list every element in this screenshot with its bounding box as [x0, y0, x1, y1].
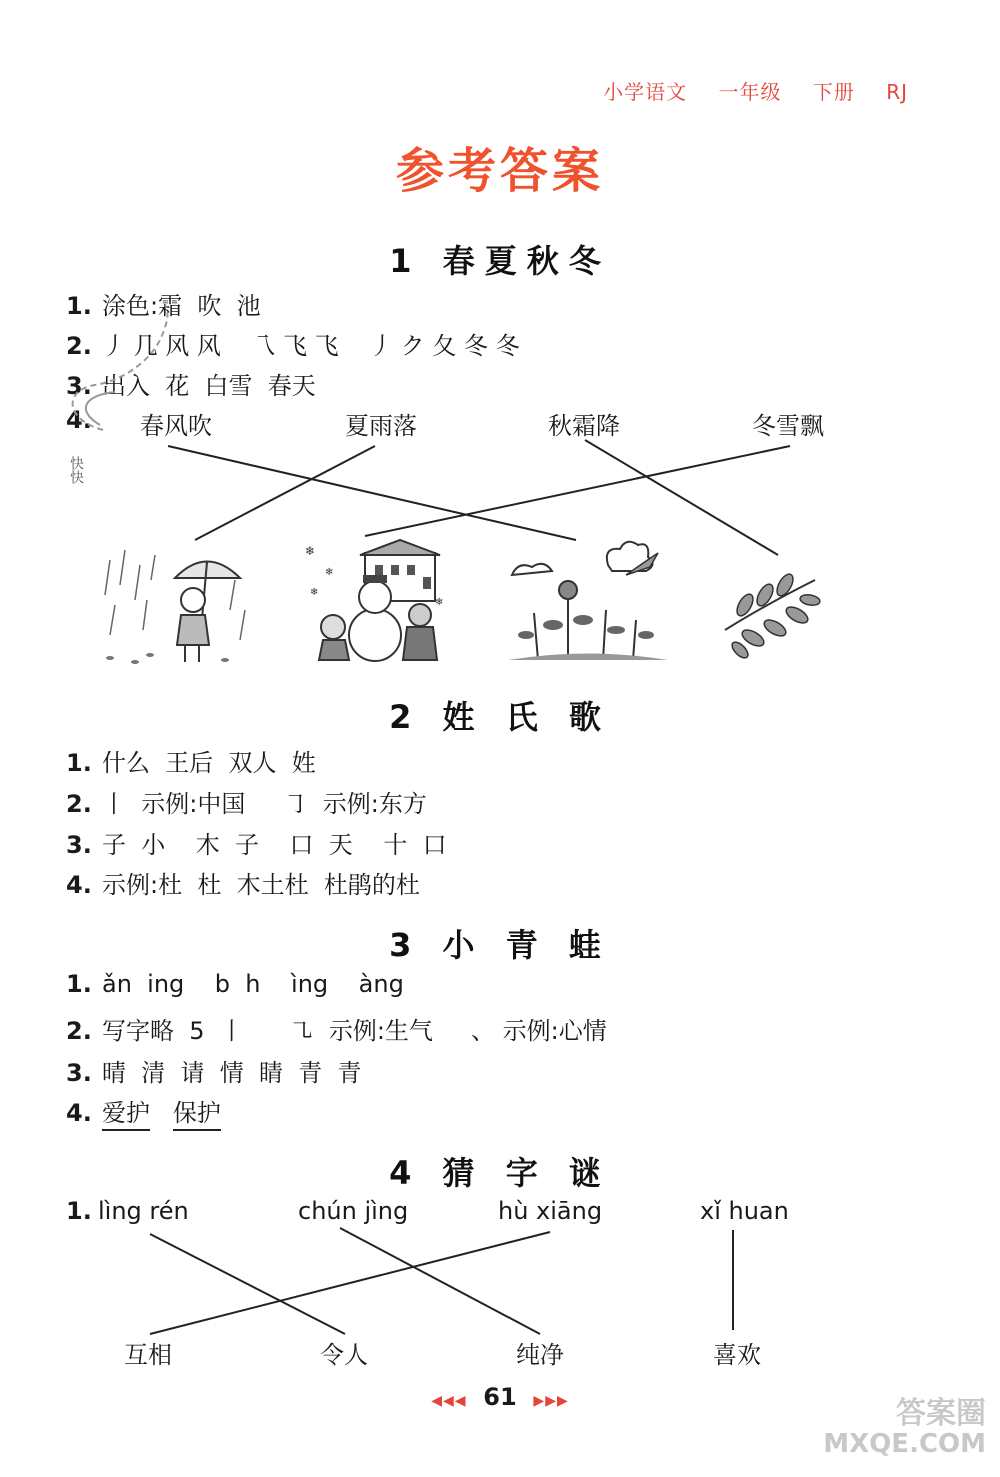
match-line-lingren: [150, 1234, 345, 1334]
match-line-winter: [365, 446, 790, 536]
s3-q1: [66, 970, 404, 998]
q-answer: 丿 几 风 风 乁 飞 飞 丿 ク 夂 冬 冬: [102, 332, 520, 360]
svg-text:❄: ❄: [435, 597, 444, 608]
watermark-logo-text: 答案圈: [896, 1396, 986, 1432]
match-line-chunjing: [340, 1228, 540, 1334]
word-huxiang: 互相: [124, 1341, 172, 1369]
q-number: 4.: [66, 871, 92, 899]
svg-text:❄: ❄: [325, 567, 334, 578]
rain-girl-picture: [95, 540, 255, 670]
pinyin-1: lìng rén: [98, 1197, 189, 1225]
s2-q2: [66, 784, 427, 819]
handwritten-note: 快快: [68, 456, 84, 484]
pinyin-3: hù xiāng: [498, 1197, 603, 1225]
pinyin-4: xǐ huan: [700, 1197, 789, 1225]
s2-q3: [66, 825, 447, 860]
match-line-huxiang: [150, 1232, 550, 1334]
svg-text:❄: ❄: [305, 544, 316, 558]
q-number: 1.: [66, 1197, 92, 1225]
q-answer: 涂色:霜 吹 池: [102, 292, 261, 320]
q-number: 1.: [66, 970, 92, 998]
s4-q1: [66, 1197, 102, 1225]
flowers-picture: [508, 535, 668, 665]
q-number: 1.: [66, 292, 92, 320]
underlined-answer-a: 爱护: [102, 1099, 150, 1131]
q-answer: 丨 示例:中国 ㇆ 示例:东方: [102, 790, 427, 818]
left-arrows-icon: ◀◀◀: [431, 1393, 467, 1409]
q-number: 4.: [66, 1099, 92, 1127]
right-arrows-icon: ▶▶▶: [533, 1393, 569, 1409]
q-number: 2.: [66, 790, 92, 818]
s3-q2: [66, 1011, 607, 1046]
leaf-branch-picture: [715, 560, 825, 665]
season-phrase-winter: 冬雪飘: [752, 412, 824, 440]
q-number: 2.: [66, 1017, 92, 1045]
word-chunjing: 纯净: [516, 1341, 564, 1369]
season-phrase-spring: 春风吹: [140, 412, 212, 440]
q-answer: 出入 花 白雪 春天: [102, 372, 316, 400]
volume-label: 下册: [812, 80, 855, 104]
watermark-url: MXQE.COM: [823, 1429, 986, 1460]
q-answer: 晴 清 请 情 睛 青 青: [102, 1059, 362, 1087]
q-answer: 子 小 木 子 口 天 十 口: [102, 831, 447, 859]
svg-text:❄: ❄: [310, 587, 319, 598]
s3-q3: [66, 1053, 362, 1088]
s3-q4: [66, 1093, 221, 1128]
pinyin-2: chún jìng: [298, 1197, 409, 1225]
q-number: 3.: [66, 372, 92, 400]
snowman-picture: [295, 535, 445, 665]
section-heading-4: 4 猜 字 谜: [389, 1154, 611, 1192]
subject-label: 小学语文: [603, 80, 688, 104]
match-line-spring: [168, 446, 576, 540]
s2-q4: [66, 865, 420, 900]
q-answer: 写字略 5 丨 ㇈ 示例:生气 、 示例:心情: [102, 1017, 607, 1045]
q-number: 2.: [66, 332, 92, 360]
grade-label: 一年级: [718, 80, 782, 104]
word-lingren: 令人: [320, 1341, 368, 1369]
page-number: 61: [483, 1383, 517, 1411]
q-number: 3.: [66, 1059, 92, 1087]
q-number: 4.: [66, 406, 92, 434]
season-phrase-summer: 夏雨落: [345, 412, 417, 440]
edition-label: RJ: [886, 80, 908, 104]
q-answer: ǎn ing b h ìng àng: [102, 970, 404, 998]
section-heading-1: 1 春夏秋冬: [389, 242, 611, 280]
match-line-summer: [195, 446, 375, 540]
section-heading-3: 3 小 青 蛙: [389, 926, 611, 964]
page-title: 参考答案: [395, 143, 604, 199]
season-phrase-autumn: 秋霜降: [548, 412, 620, 440]
q-number: 3.: [66, 831, 92, 859]
section-heading-2: 2 姓 氏 歌: [389, 698, 611, 736]
underlined-answer-b: 保护: [173, 1099, 221, 1131]
word-xihuan: 喜欢: [713, 1341, 761, 1369]
watermark: [823, 1397, 986, 1459]
s2-q1: [66, 743, 316, 778]
q-answer: 示例:杜 杜 木土杜 杜鹃的杜: [102, 871, 420, 899]
q-answer: 什么 王后 双人 姓: [102, 749, 316, 777]
q-number: 1.: [66, 749, 92, 777]
